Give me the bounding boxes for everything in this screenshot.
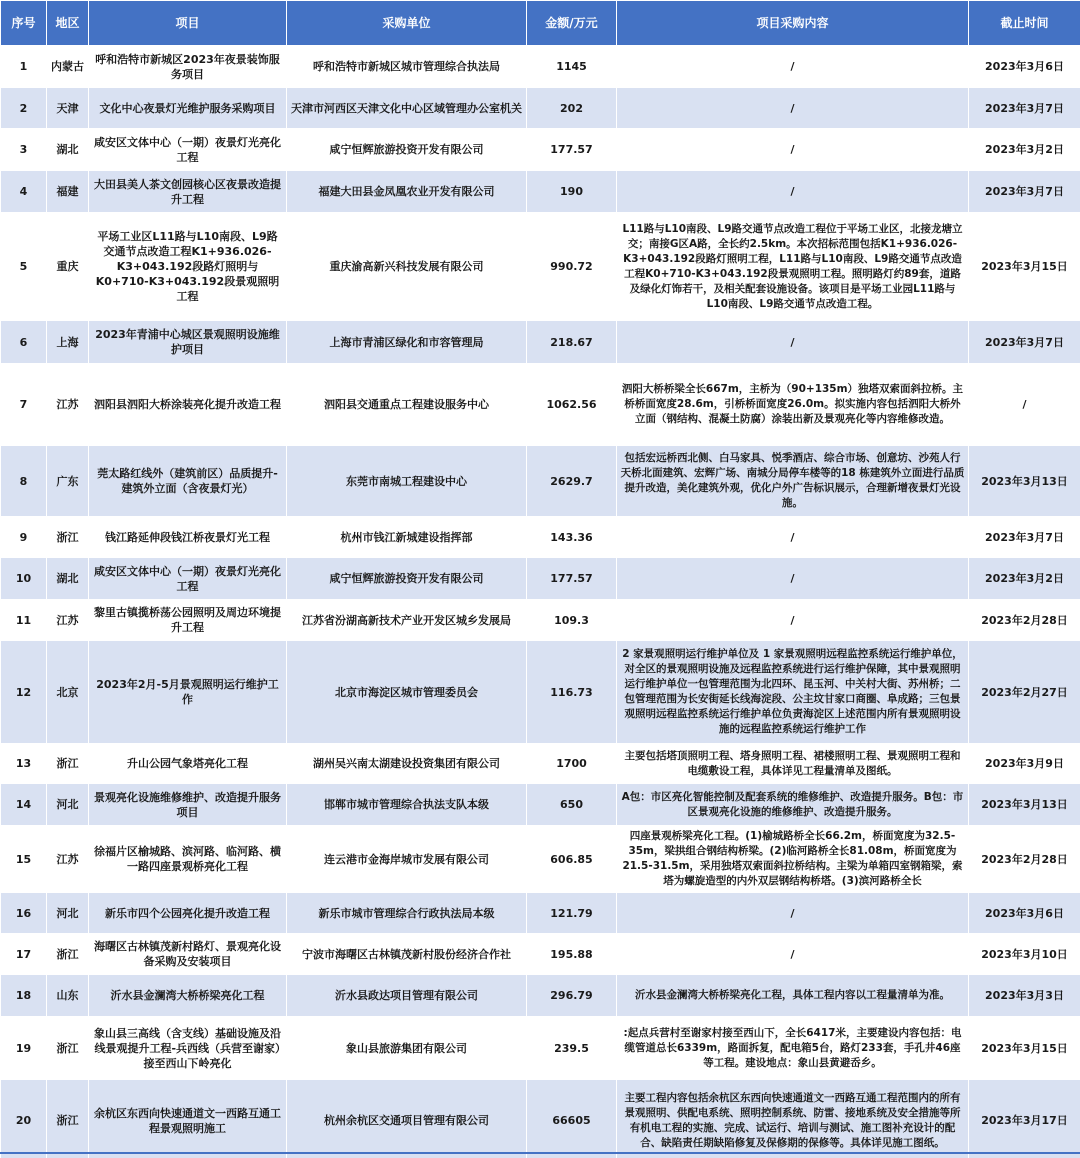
cell-no: 8 bbox=[1, 446, 47, 517]
cell-buyer: 湖州吴兴南太湖建设投资集团有限公司 bbox=[287, 744, 527, 784]
cell-deadline: 2023年3月3日 bbox=[969, 975, 1080, 1017]
cell-amount: 66605 bbox=[527, 1080, 617, 1158]
cell-region: 湖北 bbox=[47, 129, 89, 171]
cell-content: L11路与L10南段、L9路交通节点改造工程位于平场工业区，北接龙塘立交；南接G区A路，全长约2.5km。本次招标范围包括K1+936.026-K3+043.192段路灯照明工程，L11路与L10南段、L9路交通节点改造工程K0+710-K3+043.192段景观照明工程。照明路灯约89套，道路及绿化灯饰若干，及相关配套设施设备。该项目是平场工业园L11路与L10南段、L9路交通节点改造工程。 bbox=[617, 213, 969, 321]
cell-no: 2 bbox=[1, 88, 47, 129]
cell-buyer: 咸宁恒辉旅游投资开发有限公司 bbox=[287, 129, 527, 171]
table-header-row bbox=[1, 1, 1080, 46]
cell-amount: 990.72 bbox=[527, 213, 617, 321]
cell-no: 12 bbox=[1, 641, 47, 744]
cell-region: 天津 bbox=[47, 88, 89, 129]
cell-content: / bbox=[617, 171, 969, 213]
cell-amount: 2629.7 bbox=[527, 446, 617, 517]
cell-buyer: 邯郸市城市管理综合执法支队本级 bbox=[287, 784, 527, 826]
cell-content: / bbox=[617, 558, 969, 600]
cell-region: 浙江 bbox=[47, 1080, 89, 1158]
cell-buyer: 连云港市金海岸城市发展有限公司 bbox=[287, 826, 527, 893]
cell-content: 主要包括塔顶照明工程、塔身照明工程、裙楼照明工程、景观照明工程和电缆敷设工程，具体详见工程量清单及图纸。 bbox=[617, 744, 969, 784]
cell-region: 浙江 bbox=[47, 744, 89, 784]
cell-project: 黎里古镇揽桥荡公园照明及周边环境提升工程 bbox=[89, 600, 287, 641]
cell-project: 钱江路延伸段钱江桥夜景灯光工程 bbox=[89, 517, 287, 558]
cell-project: 海曙区古林镇茂新村路灯、景观亮化设备采购及安装项目 bbox=[89, 934, 287, 975]
cell-deadline: 2023年3月15日 bbox=[969, 213, 1080, 321]
cell-deadline: 2023年3月2日 bbox=[969, 129, 1080, 171]
cell-project: 景观亮化设施维修维护、改造提升服务项目 bbox=[89, 784, 287, 826]
table-row bbox=[1, 934, 1080, 975]
cell-project: 咸安区文体中心（一期）夜景灯光亮化工程 bbox=[89, 558, 287, 600]
cell-deadline: 2023年3月7日 bbox=[969, 321, 1080, 364]
cell-deadline: 2023年3月6日 bbox=[969, 46, 1080, 88]
cell-region: 河北 bbox=[47, 784, 89, 826]
cell-no: 7 bbox=[1, 364, 47, 446]
table-row bbox=[1, 784, 1080, 826]
cell-project: 沂水县金澜湾大桥桥梁亮化工程 bbox=[89, 975, 287, 1017]
cell-no: 19 bbox=[1, 1017, 47, 1080]
cell-project: 徐福片区榆城路、滨河路、临河路、横一路四座景观桥亮化工程 bbox=[89, 826, 287, 893]
cell-region: 山东 bbox=[47, 975, 89, 1017]
cell-deadline: 2023年3月13日 bbox=[969, 446, 1080, 517]
cell-amount: 218.67 bbox=[527, 321, 617, 364]
cell-deadline: / bbox=[969, 364, 1080, 446]
cell-no: 11 bbox=[1, 600, 47, 641]
table-row bbox=[1, 446, 1080, 517]
cell-project: 平场工业区L11路与L10南段、L9路交通节点改造工程K1+936.026-K3+043.192段路灯照明与K0+710-K3+043.192段景观照明工程 bbox=[89, 213, 287, 321]
cell-content: 沂水县金澜湾大桥桥梁亮化工程，具体工程内容以工程量清单为准。 bbox=[617, 975, 969, 1017]
cell-buyer: 杭州余杭区交通项目管理有限公司 bbox=[287, 1080, 527, 1158]
table-row bbox=[1, 46, 1080, 88]
cell-buyer: 东莞市南城工程建设中心 bbox=[287, 446, 527, 517]
table-row bbox=[1, 364, 1080, 446]
cell-amount: 116.73 bbox=[527, 641, 617, 744]
cell-deadline: 2023年3月7日 bbox=[969, 517, 1080, 558]
cell-amount: 1700 bbox=[527, 744, 617, 784]
header-amount: 金额/万元 bbox=[527, 1, 617, 46]
cell-buyer: 天津市河西区天津文化中心区域管理办公室机关 bbox=[287, 88, 527, 129]
cell-amount: 143.36 bbox=[527, 517, 617, 558]
header-region: 地区 bbox=[47, 1, 89, 46]
cell-project: 2023年2月-5月景观照明运行维护工作 bbox=[89, 641, 287, 744]
table-row bbox=[1, 213, 1080, 321]
cell-deadline: 2023年3月17日 bbox=[969, 1080, 1080, 1158]
table-row bbox=[1, 744, 1080, 784]
cell-buyer: 新乐市城市管理综合行政执法局本级 bbox=[287, 893, 527, 934]
cell-amount: 239.5 bbox=[527, 1017, 617, 1080]
cell-content: / bbox=[617, 321, 969, 364]
cell-content: / bbox=[617, 517, 969, 558]
cell-region: 重庆 bbox=[47, 213, 89, 321]
cell-deadline: 2023年3月13日 bbox=[969, 784, 1080, 826]
cell-no: 20 bbox=[1, 1080, 47, 1158]
cell-deadline: 2023年3月7日 bbox=[969, 171, 1080, 213]
cell-content: 2 家景观照明运行维护单位及 1 家景观照明远程监控系统运行维护单位，对全区的景观照明设施及远程监控系统进行运行维护保障，其中景观照明运行维护单位一包管理范围为北四环、昆玉河、中关村大街、苏州桥；二包管理范围为长安街延长线海淀段、公主坟甘家口商圈、阜成路；三包景观照明远程监控系统运行维护单位负责海淀区上述范围内所有景观照明设施的远程监控系统运行维护工作 bbox=[617, 641, 969, 744]
cell-region: 广东 bbox=[47, 446, 89, 517]
cell-region: 江苏 bbox=[47, 826, 89, 893]
cell-region: 湖北 bbox=[47, 558, 89, 600]
header-content: 项目采购内容 bbox=[617, 1, 969, 46]
cell-region: 上海 bbox=[47, 321, 89, 364]
cell-region: 江苏 bbox=[47, 600, 89, 641]
cell-buyer: 上海市青浦区绿化和市容管理局 bbox=[287, 321, 527, 364]
cell-no: 9 bbox=[1, 517, 47, 558]
cell-region: 福建 bbox=[47, 171, 89, 213]
cell-project: 象山县三高线（含支线）基础设施及沿线景观提升工程-兵西线（兵营至谢家）接至西山下岭亮化 bbox=[89, 1017, 287, 1080]
cell-project: 余杭区东西向快速通道文一西路互通工程景观照明施工 bbox=[89, 1080, 287, 1158]
cell-amount: 190 bbox=[527, 171, 617, 213]
cell-region: 浙江 bbox=[47, 1017, 89, 1080]
cell-content: :起点兵营村至谢家村接至西山下，全长6417米，主要建设内容包括：电缆管道总长6339m，路面拆复，配电箱5台，路灯233套，手孔井46座等工程。建设地点：象山县黄避岙乡。 bbox=[617, 1017, 969, 1080]
cell-amount: 1062.56 bbox=[527, 364, 617, 446]
cell-amount: 177.57 bbox=[527, 129, 617, 171]
cell-buyer: 宁波市海曙区古林镇茂新村股份经济合作社 bbox=[287, 934, 527, 975]
cell-buyer: 北京市海淀区城市管理委员会 bbox=[287, 641, 527, 744]
cell-deadline: 2023年2月28日 bbox=[969, 600, 1080, 641]
cell-no: 10 bbox=[1, 558, 47, 600]
cell-amount: 195.88 bbox=[527, 934, 617, 975]
table-row bbox=[1, 517, 1080, 558]
cell-deadline: 2023年2月27日 bbox=[969, 641, 1080, 744]
cell-deadline: 2023年3月6日 bbox=[969, 893, 1080, 934]
cell-content: / bbox=[617, 600, 969, 641]
cell-content: A包：市区亮化智能控制及配套系统的维修维护、改造提升服务。B包：市区景观亮化设施的维修维护、改造提升服务。 bbox=[617, 784, 969, 826]
cell-region: 江苏 bbox=[47, 364, 89, 446]
cell-deadline: 2023年3月2日 bbox=[969, 558, 1080, 600]
cell-project: 文化中心夜景灯光维护服务采购项目 bbox=[89, 88, 287, 129]
cell-region: 浙江 bbox=[47, 517, 89, 558]
cell-amount: 296.79 bbox=[527, 975, 617, 1017]
cell-deadline: 2023年3月15日 bbox=[969, 1017, 1080, 1080]
cell-no: 14 bbox=[1, 784, 47, 826]
cell-project: 泗阳县泗阳大桥涂装亮化提升改造工程 bbox=[89, 364, 287, 446]
cell-amount: 177.57 bbox=[527, 558, 617, 600]
cell-project: 呼和浩特市新城区2023年夜景装饰服务项目 bbox=[89, 46, 287, 88]
cell-no: 1 bbox=[1, 46, 47, 88]
table-row bbox=[1, 641, 1080, 744]
cell-region: 浙江 bbox=[47, 934, 89, 975]
cell-amount: 1145 bbox=[527, 46, 617, 88]
header-deadline: 截止时间 bbox=[969, 1, 1080, 46]
cell-project: 新乐市四个公园亮化提升改造工程 bbox=[89, 893, 287, 934]
cell-buyer: 沂水县政达项目管理有限公司 bbox=[287, 975, 527, 1017]
cell-buyer: 象山县旅游集团有限公司 bbox=[287, 1017, 527, 1080]
cell-region: 河北 bbox=[47, 893, 89, 934]
table-row bbox=[1, 1080, 1080, 1158]
table-row bbox=[1, 321, 1080, 364]
cell-buyer: 泗阳县交通重点工程建设服务中心 bbox=[287, 364, 527, 446]
cell-content: 泗阳大桥桥梁全长667m，主桥为（90+135m）独塔双索面斜拉桥。主桥桥面宽度28.6m，引桥桥面宽度26.0m。拟实施内容包括泗阳大桥外立面（钢结构、混凝土防腐）涂装出新及景观亮化等内容维修改造。 bbox=[617, 364, 969, 446]
cell-no: 6 bbox=[1, 321, 47, 364]
cell-content: 包括宏远桥西北侧、白马家具、悦季酒店、综合市场、创意坊、沙苑人行天桥北面建筑、宏辉广场、南城分局停车楼等的18 栋建筑外立面进行品质提升改造，美化建筑外观，优化户外广告标识展示，合理新增夜景灯光设施。 bbox=[617, 446, 969, 517]
cell-content: / bbox=[617, 88, 969, 129]
header-project: 项目 bbox=[89, 1, 287, 46]
cell-project: 2023年青浦中心城区景观照明设施维护项目 bbox=[89, 321, 287, 364]
table-bottom-border bbox=[0, 1152, 1080, 1154]
cell-content: / bbox=[617, 129, 969, 171]
cell-deadline: 2023年3月10日 bbox=[969, 934, 1080, 975]
cell-deadline: 2023年3月9日 bbox=[969, 744, 1080, 784]
cell-amount: 606.85 bbox=[527, 826, 617, 893]
cell-project: 咸安区文体中心（一期）夜景灯光亮化工程 bbox=[89, 129, 287, 171]
cell-buyer: 重庆渝高新兴科技发展有限公司 bbox=[287, 213, 527, 321]
cell-buyer: 咸宁恒辉旅游投资开发有限公司 bbox=[287, 558, 527, 600]
cell-no: 4 bbox=[1, 171, 47, 213]
cell-no: 5 bbox=[1, 213, 47, 321]
cell-buyer: 呼和浩特市新城区城市管理综合执法局 bbox=[287, 46, 527, 88]
cell-region: 北京 bbox=[47, 641, 89, 744]
cell-no: 17 bbox=[1, 934, 47, 975]
table-row bbox=[1, 975, 1080, 1017]
cell-deadline: 2023年2月28日 bbox=[969, 826, 1080, 893]
table-row bbox=[1, 893, 1080, 934]
table-row bbox=[1, 129, 1080, 171]
cell-no: 3 bbox=[1, 129, 47, 171]
cell-amount: 202 bbox=[527, 88, 617, 129]
table-row bbox=[1, 600, 1080, 641]
cell-project: 莞太路红线外（建筑前区）品质提升-建筑外立面（含夜景灯光） bbox=[89, 446, 287, 517]
table-row bbox=[1, 826, 1080, 893]
table-row bbox=[1, 88, 1080, 129]
table-row bbox=[1, 1017, 1080, 1080]
cell-content: / bbox=[617, 893, 969, 934]
cell-project: 大田县美人茶文创园核心区夜景改造提升工程 bbox=[89, 171, 287, 213]
cell-no: 13 bbox=[1, 744, 47, 784]
header-no: 序号 bbox=[1, 1, 47, 46]
cell-amount: 650 bbox=[527, 784, 617, 826]
table-row bbox=[1, 171, 1080, 213]
cell-content: / bbox=[617, 46, 969, 88]
cell-amount: 121.79 bbox=[527, 893, 617, 934]
cell-buyer: 福建大田县金凤凰农业开发有限公司 bbox=[287, 171, 527, 213]
cell-project: 升山公园气象塔亮化工程 bbox=[89, 744, 287, 784]
cell-content: 四座景观桥梁亮化工程。(1)榆城路桥全长66.2m，桥面宽度为32.5-35m，梁拱组合钢结构桥梁。(2)临河路桥全长81.08m，桥面宽度为21.5-31.5m，采用独塔双索面斜拉桥结构。主梁为单箱四室钢箱梁，索塔为螺旋造型的内外双层钢结构桥塔。(3)滨河路桥全长 bbox=[617, 826, 969, 893]
cell-no: 15 bbox=[1, 826, 47, 893]
header-buyer: 采购单位 bbox=[287, 1, 527, 46]
cell-region: 内蒙古 bbox=[47, 46, 89, 88]
cell-no: 18 bbox=[1, 975, 47, 1017]
cell-amount: 109.3 bbox=[527, 600, 617, 641]
cell-deadline: 2023年3月7日 bbox=[969, 88, 1080, 129]
cell-content: 主要工程内容包括余杭区东西向快速通道文一西路互通工程范围内的所有景观照明、供配电系统、照明控制系统、防雷、接地系统及安全措施等所有机电工程的实施、完成、试运行、培训与测试、施工图补充设计的配合、缺陷责任期缺陷修复及保修期的保修等。具体详见施工图纸。 bbox=[617, 1080, 969, 1158]
table-row bbox=[1, 558, 1080, 600]
cell-buyer: 江苏省汾湖高新技术产业开发区城乡发展局 bbox=[287, 600, 527, 641]
cell-content: / bbox=[617, 934, 969, 975]
cell-no: 16 bbox=[1, 893, 47, 934]
cell-buyer: 杭州市钱江新城建设指挥部 bbox=[287, 517, 527, 558]
